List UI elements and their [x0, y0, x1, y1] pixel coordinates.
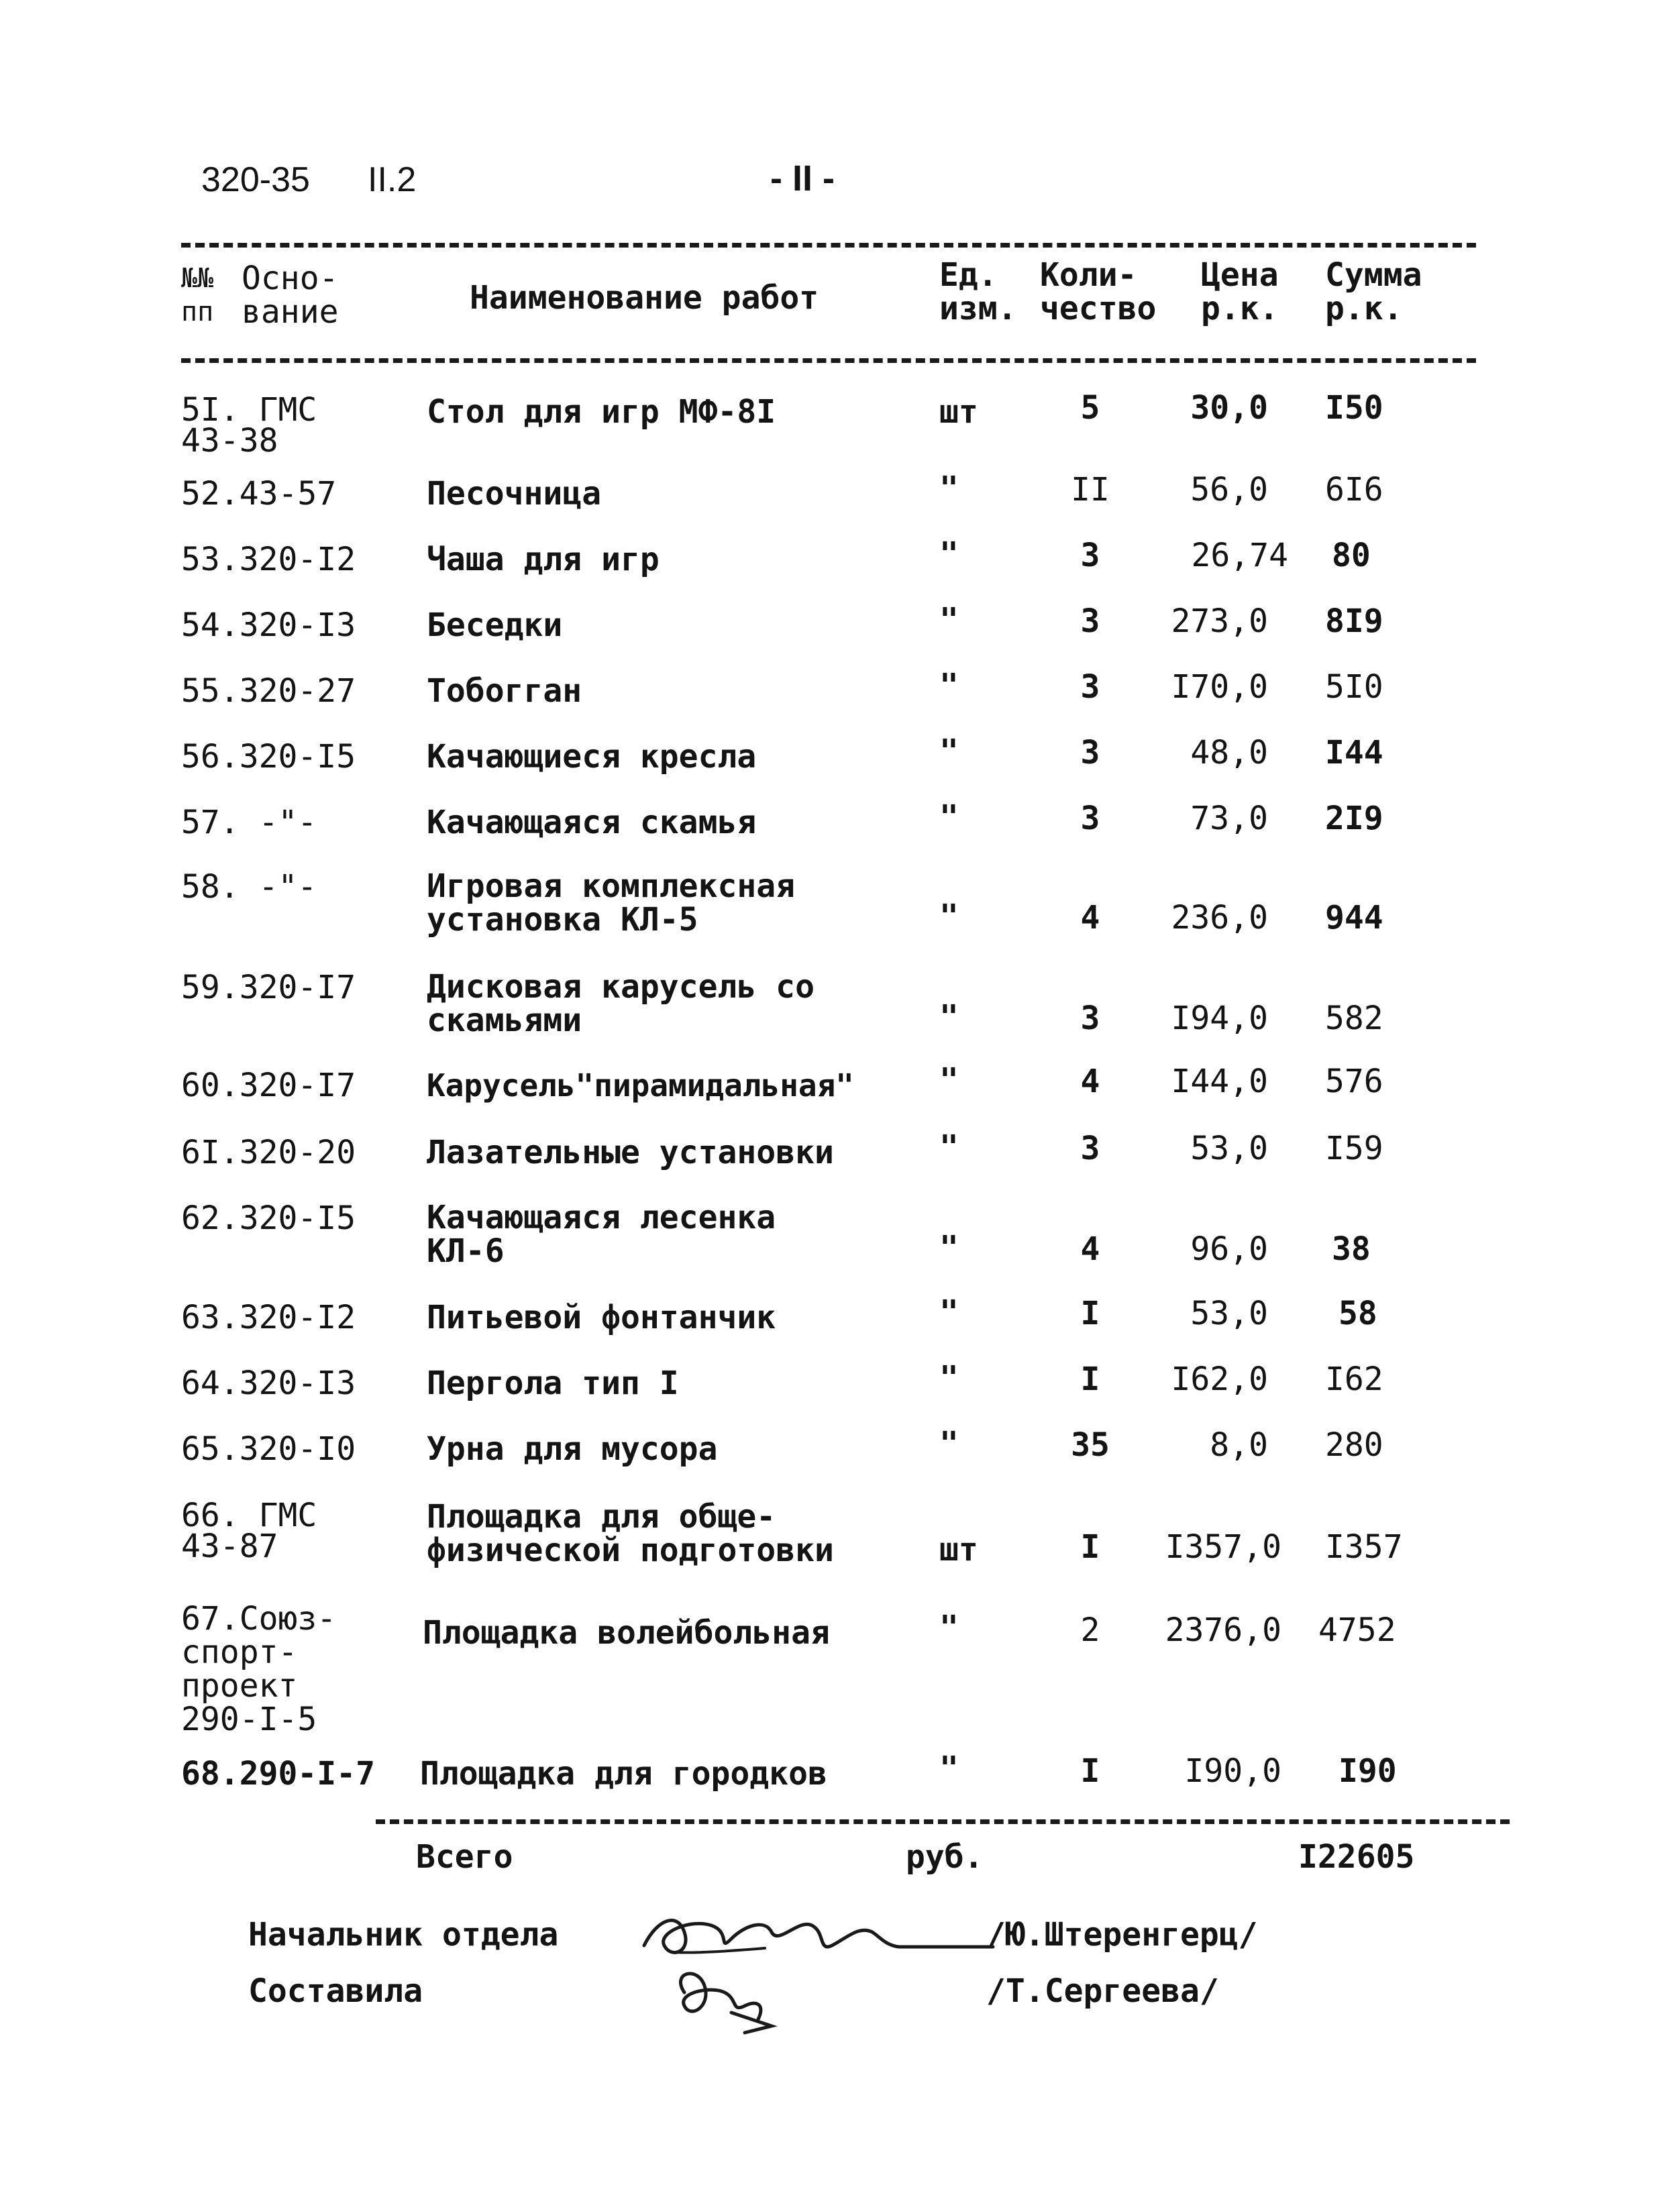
row-sum: 4752 [1318, 1611, 1396, 1649]
row-price: 26,74 [1191, 537, 1288, 574]
signature-role-head: Начальник отдела [248, 1916, 559, 1954]
row-price: 236,0 [1171, 899, 1268, 937]
row-name: Качающаяся лесенка КЛ-6 [427, 1199, 776, 1270]
row-qty: 35 [1071, 1426, 1110, 1464]
row-qty: 3 [1080, 1130, 1100, 1167]
row-sum: 58 [1338, 1295, 1377, 1332]
row-price: 2376,0 [1165, 1611, 1281, 1649]
signature-role-compiler: Составила [248, 1972, 423, 2010]
row-qty: 3 [1080, 800, 1100, 837]
row-name: Площадка для обще- физической подготовки [427, 1498, 834, 1569]
row-name: Чаша для игр [427, 541, 660, 578]
row-name: Качающиеся кресла [427, 738, 757, 776]
row-price: I94,0 [1171, 1000, 1268, 1037]
row-unit: " [939, 998, 959, 1036]
row-basis: 68.290-I-7 [181, 1755, 375, 1793]
row-qty: 3 [1080, 602, 1100, 640]
row-sum: 582 [1325, 1000, 1383, 1037]
total-label: Всего [416, 1838, 513, 1876]
row-sum: I357 [1325, 1528, 1403, 1566]
row-qty: I [1080, 1752, 1100, 1790]
table-header-rule [181, 358, 1476, 363]
row-qty: I [1080, 1528, 1100, 1566]
column-header-basis: Осно- вание [242, 260, 339, 331]
row-basis: 62.320-I5 [181, 1199, 356, 1237]
table-top-rule [181, 243, 1476, 248]
row-unit: " [939, 1229, 959, 1267]
row-sum: I59 [1325, 1130, 1383, 1167]
row-price: I44,0 [1171, 1063, 1268, 1100]
row-basis: 67.Союз- спорт- проект 290-I-5 [181, 1600, 337, 1738]
page-number: - II - [770, 158, 835, 199]
row-sum: 5I0 [1325, 668, 1383, 706]
row-name: Беседки [427, 606, 563, 644]
row-price: 53,0 [1190, 1130, 1268, 1167]
row-name: Карусель"пирамидальная" [427, 1067, 854, 1104]
row-basis: 65.320-I0 [181, 1430, 356, 1468]
document-code: 320-35 [201, 160, 310, 199]
row-name: Питьевой фонтанчик [427, 1299, 776, 1336]
row-unit: " [939, 733, 959, 770]
row-price: I70,0 [1171, 668, 1268, 706]
row-sum: I50 [1325, 389, 1383, 427]
row-price: I357,0 [1165, 1528, 1281, 1566]
row-unit: " [939, 1425, 959, 1462]
row-unit: " [939, 1359, 959, 1397]
row-price: 30,0 [1190, 389, 1268, 427]
row-basis: 54.320-I3 [181, 606, 356, 644]
row-unit: " [939, 1128, 959, 1166]
row-unit: " [939, 1750, 959, 1787]
row-name: Дисковая карусель со скамьями [427, 968, 815, 1039]
row-basis: 53.320-I2 [181, 541, 356, 578]
row-sum: 2I9 [1325, 800, 1383, 837]
row-price: I90,0 [1184, 1752, 1281, 1790]
row-price: 53,0 [1190, 1295, 1268, 1332]
row-sum: I90 [1338, 1752, 1397, 1790]
row-name: Урна для мусора [427, 1430, 718, 1468]
row-basis: 64.320-I3 [181, 1365, 356, 1402]
row-qty: 4 [1080, 1063, 1100, 1100]
row-unit: " [939, 470, 959, 507]
row-basis: 56.320-I5 [181, 738, 356, 776]
row-price: 56,0 [1190, 471, 1268, 509]
row-unit: шт [939, 1531, 978, 1568]
row-sum: 6I6 [1325, 471, 1383, 509]
row-qty: 4 [1080, 899, 1100, 937]
column-header-unit: Ед. изм. [939, 256, 1017, 327]
row-basis: 59.320-I7 [181, 969, 356, 1006]
row-sum: I44 [1325, 734, 1383, 771]
row-qty: 3 [1080, 537, 1100, 574]
row-qty: 3 [1080, 734, 1100, 771]
row-qty: I [1080, 1295, 1100, 1332]
row-price: 273,0 [1171, 602, 1268, 640]
row-qty: II [1071, 471, 1110, 509]
row-qty: 3 [1080, 1000, 1100, 1037]
column-header-name: Наименование работ [470, 279, 819, 317]
row-basis: 60.320-I7 [181, 1067, 356, 1104]
row-basis: 58. -"- [181, 868, 317, 906]
row-unit: " [939, 798, 959, 836]
row-qty: 5 [1080, 389, 1100, 427]
column-header-qty: Коли- чество [1040, 256, 1157, 327]
row-name: Стол для игр МФ-8I [427, 393, 776, 431]
signature-name-head: /Ю.Штеренгерц/ [986, 1916, 1258, 1954]
row-sum: I62 [1325, 1361, 1383, 1398]
row-sum: 576 [1325, 1063, 1383, 1100]
row-basis: 57. -"- [181, 804, 317, 841]
row-sum: 80 [1332, 537, 1371, 574]
column-header-sum: Сумма р.к. [1325, 256, 1422, 327]
row-name: Площадка волейбольная [423, 1614, 830, 1652]
row-unit: " [939, 601, 959, 639]
handwritten-signature [631, 1892, 993, 2039]
column-header-price: Цена р.к. [1201, 256, 1279, 327]
row-price: 8,0 [1210, 1426, 1268, 1464]
row-price: 48,0 [1190, 734, 1268, 771]
row-qty: 2 [1080, 1611, 1100, 1649]
row-name: Игровая комплексная установка КЛ-5 [427, 867, 796, 939]
total-currency: руб. [906, 1838, 984, 1876]
row-sum: 8I9 [1325, 602, 1383, 640]
row-sum: 944 [1325, 899, 1383, 937]
row-basis: 5I. ГМС 43-38 [181, 391, 317, 460]
row-price: 73,0 [1190, 800, 1268, 837]
row-basis: 52.43-57 [181, 475, 337, 513]
row-name: Песочница [427, 475, 602, 513]
row-unit: " [939, 667, 959, 704]
table-bottom-rule [376, 1819, 1510, 1824]
row-name: Пергола тип I [427, 1365, 679, 1402]
row-unit: " [939, 898, 959, 935]
row-name: Качающаяся скамья [427, 804, 757, 841]
row-name: Тобогган [427, 672, 582, 710]
signature-name-compiler: /Т.Сергеева/ [986, 1972, 1219, 2010]
column-header-num: №№ пп [181, 263, 214, 327]
row-name: Лазательные установки [427, 1134, 834, 1171]
row-sum: 38 [1332, 1230, 1371, 1268]
row-unit: " [939, 1061, 959, 1099]
total-value: I22605 [1298, 1838, 1415, 1876]
row-unit: " [939, 1609, 959, 1646]
row-basis: 66. ГМС 43-87 [181, 1497, 317, 1565]
row-basis: 55.320-27 [181, 672, 356, 710]
row-name: Площадка для городков [420, 1755, 827, 1793]
row-basis: 6I.320-20 [181, 1134, 356, 1171]
row-price: 96,0 [1190, 1230, 1268, 1268]
row-qty: I [1080, 1361, 1100, 1398]
row-price: I62,0 [1171, 1361, 1268, 1398]
row-qty: 4 [1080, 1230, 1100, 1268]
row-unit: " [939, 535, 959, 573]
row-basis: 63.320-I2 [181, 1299, 356, 1336]
row-qty: 3 [1080, 668, 1100, 706]
section-number: II.2 [368, 160, 417, 199]
row-unit: шт [939, 393, 978, 431]
row-unit: " [939, 1293, 959, 1331]
row-sum: 280 [1325, 1426, 1383, 1464]
